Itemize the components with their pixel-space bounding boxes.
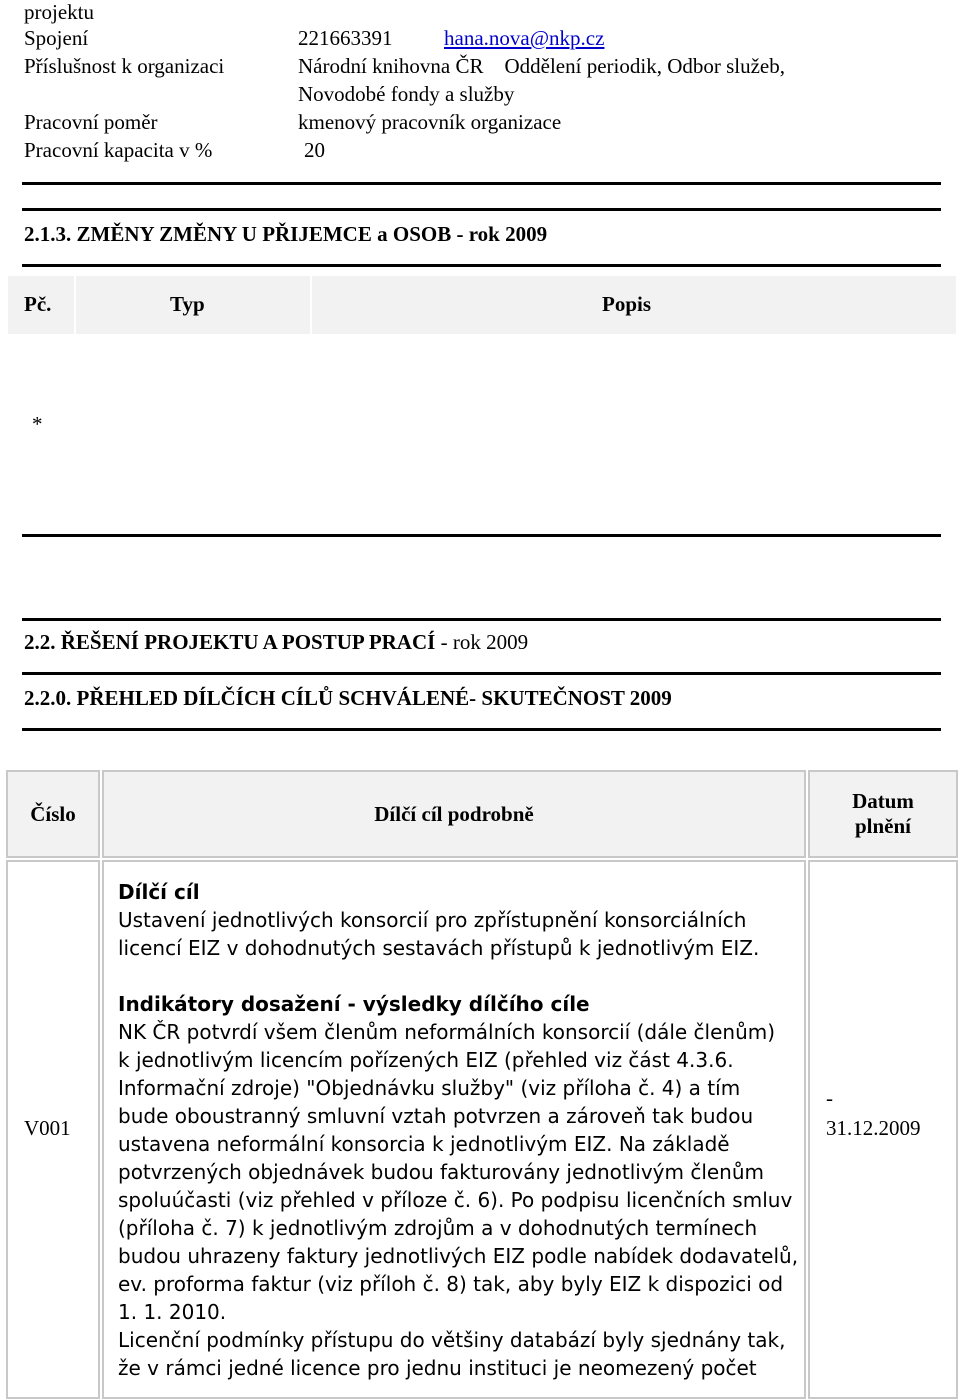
goal-line: licencí EIZ v dohodnutých sestavách přístupů k jednotlivým EIZ. xyxy=(118,936,760,960)
indicator-line: 1. 1. 2010. xyxy=(118,1300,227,1324)
section-solution-title-year: - rok 2009 xyxy=(435,630,529,654)
col-header-number: Pč. xyxy=(24,292,52,316)
organization-value: Národní knihovna ČR Oddělení periodik, Odbor služeb, xyxy=(298,54,785,78)
divider xyxy=(22,618,941,621)
section-solution-title xyxy=(24,630,528,655)
email-link[interactable]: hana.nova@nkp.cz xyxy=(444,26,605,50)
organization-label: Příslušnost k organizaci xyxy=(24,54,225,78)
goals-header-number xyxy=(6,770,100,858)
indicator-line: bude oboustranný smluvní vztah potvrzen a zároveň tak budou xyxy=(118,1104,754,1128)
goal-detail xyxy=(118,878,798,1382)
completion-date: 31.12.2009 xyxy=(826,1116,921,1140)
date-dash: - xyxy=(826,1086,833,1110)
indicator-line: NK ČR potvrdí všem členům neformálních konsorcií (dále členům) xyxy=(118,1020,776,1044)
indicator-line: (příloha č. 7) k jednotlivým zdrojům a v dohodnutých termínech xyxy=(118,1216,758,1240)
goals-header-detail xyxy=(102,770,806,858)
goals-header-number-text: Číslo xyxy=(30,801,76,826)
indicator-line: Informační zdroje) "Objednávku služby" (viz příloha č. 4) a tím xyxy=(118,1076,741,1100)
spacer xyxy=(118,962,798,990)
indicator-line: budou uhrazeny faktury jednotlivých EIZ podle nabídek dodavatelů, xyxy=(118,1244,799,1268)
goal-heading: Dílčí cíl xyxy=(118,880,200,904)
divider xyxy=(22,264,941,267)
top-label: projektu xyxy=(24,0,94,24)
goal-number: V001 xyxy=(24,1116,71,1140)
row-marker: * xyxy=(32,412,43,436)
goals-header-date xyxy=(808,770,958,858)
divider xyxy=(22,208,941,211)
section-changes-title: 2.1.3. ZMĚNY ZMĚNY U PŘIJEMCE a OSOB - rok 2009 xyxy=(24,222,548,246)
indicator-line: spoluúčasti (viz přehled v příloze č. 6). Po podpisu licenčních smluv xyxy=(118,1188,793,1212)
divider xyxy=(22,728,941,731)
section-solution-subtitle: 2.2.0. PŘEHLED DÍLČÍCH CÍLŮ SCHVÁLENÉ- SKUTEČNOST 2009 xyxy=(24,686,672,710)
indicator-line: potvrzených objednávek budou fakturovány jednotlivým členům xyxy=(118,1160,765,1184)
divider xyxy=(22,182,941,185)
divider xyxy=(22,672,941,675)
indicators-heading: Indikátory dosažení - výsledky dílčího cíle xyxy=(118,992,590,1016)
capacity-value: 20 xyxy=(304,138,325,162)
divider xyxy=(22,534,941,537)
employment-label: Pracovní poměr xyxy=(24,110,158,134)
indicator-line: ustavena neformální konsorcia k jednotlivým EIZ. Na základě xyxy=(118,1132,730,1156)
employment-value: kmenový pracovník organizace xyxy=(298,110,562,134)
col-header-description: Popis xyxy=(602,292,652,316)
goals-header-date-line2: plnění xyxy=(854,814,912,838)
contact-label: Spojení xyxy=(24,26,89,50)
indicator-line: k jednotlivým licencím pořízených EIZ (přehled viz část 4.3.6. xyxy=(118,1048,734,1072)
goals-header-detail-text: Dílčí cíl podrobně xyxy=(374,801,534,826)
col-header-type: Typ xyxy=(170,292,205,316)
indicator-line: že v rámci jedné licence pro jednu instituci je neomezený počet xyxy=(118,1356,757,1380)
organization-value-line2: Novodobé fondy a služby xyxy=(298,82,515,106)
goals-header-date-line1: Datum xyxy=(852,789,914,813)
section-solution-title-main: 2.2. ŘEŠENÍ PROJEKTU A POSTUP PRACÍ xyxy=(24,630,436,654)
indicator-line: ev. proforma faktur (viz příloh č. 8) tak, aby byly EIZ k dispozici od xyxy=(118,1272,784,1296)
capacity-label: Pracovní kapacita v % xyxy=(24,138,213,162)
phone-value: 221663391 xyxy=(298,26,393,50)
goal-line: Ustavení jednotlivých konsorcií pro zpřístupnění konsorciálních xyxy=(118,908,747,932)
indicator-line: Licenční podmínky přístupu do většiny databází byly sjednány tak, xyxy=(118,1328,786,1352)
